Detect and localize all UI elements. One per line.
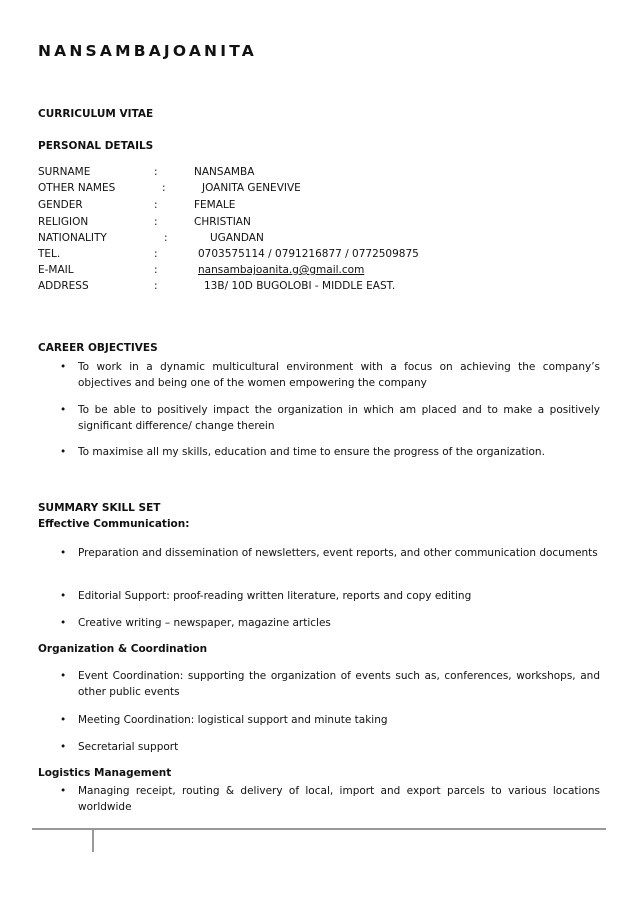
bullet-icon: • xyxy=(60,785,67,797)
list-item xyxy=(60,712,600,728)
row-value: UGANDAN xyxy=(210,232,264,244)
row-value: 0703575114 / 0791216877 / 0772509875 xyxy=(198,248,419,260)
row-label: NATIONALITY xyxy=(38,232,107,244)
row-label: GENDER xyxy=(38,199,83,211)
list-item xyxy=(60,615,600,631)
communication-heading: Effective Communication: xyxy=(38,518,190,530)
career-objective-text: To be able to positively impact the organization in which am placed and to make a positively significant difference/ change therein xyxy=(78,404,600,432)
row-value: FEMALE xyxy=(194,199,236,211)
list-item xyxy=(60,444,600,460)
row-value: 13B/ 10D BUGOLOBI - MIDDLE EAST. xyxy=(204,280,396,292)
skill-text: Event Coordination: supporting the organization of events such as, conferences, workshops, and other public events xyxy=(78,670,600,698)
logistics-heading: Logistics Management xyxy=(38,767,172,779)
skill-text: Preparation and dissemination of newsletters, event reports, and other communication documents xyxy=(78,547,598,559)
candidate-name: NANSAMBAJOANITA xyxy=(38,42,257,60)
row-colon: : xyxy=(154,199,158,211)
row-label: OTHER NAMES xyxy=(38,182,116,194)
row-label: TEL. xyxy=(38,248,61,260)
cv-title: CURRICULUM VITAE xyxy=(38,108,154,120)
skill-text: Meeting Coordination: logistical support and minute taking xyxy=(78,714,388,726)
career-objectives-heading: CAREER OBJECTIVES xyxy=(38,342,158,354)
personal-details-heading: PERSONAL DETAILS xyxy=(38,140,154,152)
summary-skill-set-heading: SUMMARY SKILL SET xyxy=(38,502,161,514)
organization-heading: Organization & Coordination xyxy=(38,643,208,655)
skill-text: Managing receipt, routing & delivery of local, import and export parcels to various locations worldwide xyxy=(78,785,600,813)
bullet-icon: • xyxy=(60,590,67,602)
list-item xyxy=(60,402,600,434)
bullet-icon: • xyxy=(60,446,67,458)
list-item xyxy=(60,545,600,561)
list-item xyxy=(60,783,600,815)
row-label: RELIGION xyxy=(38,216,89,228)
bullet-icon: • xyxy=(60,741,67,753)
row-colon: : xyxy=(154,216,158,228)
skill-text: Editorial Support: proof-reading written literature, reports and copy editing xyxy=(78,590,472,602)
row-colon: : xyxy=(164,232,168,244)
row-colon: : xyxy=(154,264,158,276)
bullet-icon: • xyxy=(60,617,67,629)
bullet-icon: • xyxy=(60,714,67,726)
row-value: CHRISTIAN xyxy=(194,216,251,228)
row-colon: : xyxy=(154,166,158,178)
footer-divider xyxy=(32,828,606,830)
bullet-icon: • xyxy=(60,404,67,416)
row-colon: : xyxy=(154,248,158,260)
career-objective-text: To maximise all my skills, education and time to ensure the progress of the organization. xyxy=(78,446,545,458)
career-objective-text: To work in a dynamic multicultural environment with a focus on achieving the company’s objectives and being one of the women empowering the company xyxy=(78,361,600,389)
list-item xyxy=(60,588,600,604)
bullet-icon: • xyxy=(60,547,67,559)
skill-text: Secretarial support xyxy=(78,741,179,753)
row-colon: : xyxy=(162,182,166,194)
row-label: ADDRESS xyxy=(38,280,89,292)
list-item xyxy=(60,739,600,755)
row-label: E-MAIL xyxy=(38,264,74,276)
row-label: SURNAME xyxy=(38,166,91,178)
email-link[interactable]: nansambajoanita.g@gmail.com xyxy=(198,264,365,276)
row-value: NANSAMBA xyxy=(194,166,255,178)
bullet-icon: • xyxy=(60,361,67,373)
row-value: JOANITA GENEVIVE xyxy=(202,182,301,194)
footer-tick xyxy=(92,828,94,852)
list-item xyxy=(60,359,600,391)
row-colon: : xyxy=(154,280,158,292)
bullet-icon: • xyxy=(60,670,67,682)
list-item xyxy=(60,668,600,700)
skill-text: Creative writing – newspaper, magazine articles xyxy=(78,617,331,629)
